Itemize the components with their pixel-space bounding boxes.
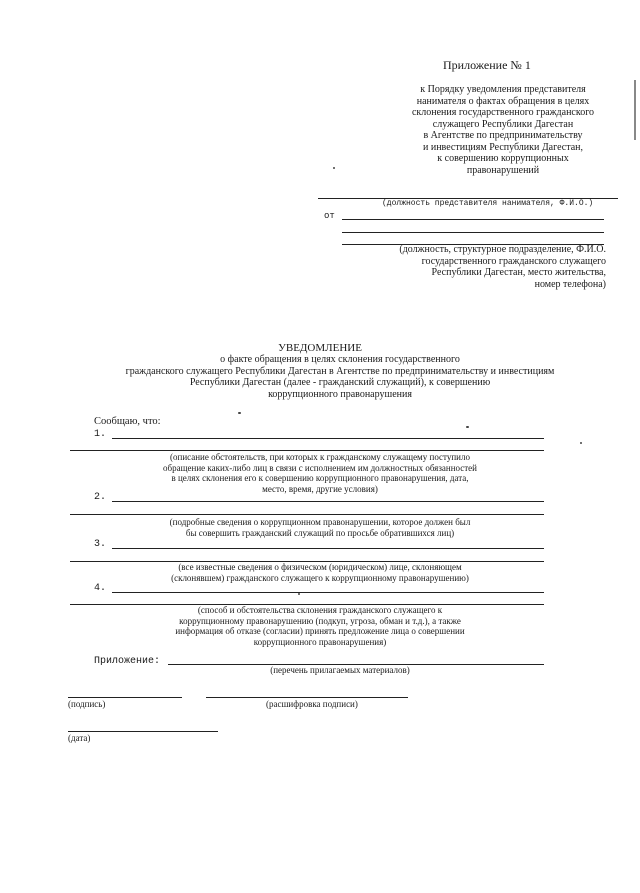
item-3-line-a[interactable]: [112, 548, 544, 549]
from-label: от: [324, 211, 335, 221]
subtitle-line: Республики Дагестан (далее - гражданский служащий), к совершению: [189, 377, 491, 388]
reference-line: склонения государственного гражданского: [411, 107, 595, 118]
decoding-line[interactable]: [206, 697, 408, 698]
sender-caption-line: Республики Дагестан, место жительства,: [431, 267, 606, 278]
caption-line: информация об отказе (согласии) принять предложение лица о совершении: [175, 626, 465, 636]
subtitle-line: о факте обращения в целях склонения государственного: [220, 354, 460, 365]
item-2-line-a[interactable]: [112, 501, 544, 502]
item-number: 1.: [94, 429, 107, 440]
decoding-caption: (расшифровка подписи): [266, 699, 358, 709]
caption-line: место, время, другие условия): [262, 483, 378, 494]
attachment-caption: (перечень прилагаемых материалов): [270, 665, 410, 675]
caption-line: (склонявшем) гражданского служащего к коррупционному правонарушению): [171, 572, 469, 583]
item-1-caption: [150, 452, 490, 494]
caption-line: обращение каких-либо лиц в связи с исполнением им должностных обязанностей: [163, 462, 477, 473]
caption-line: (описание обстоятельств, при которых к гражданскому служащему поступило: [170, 452, 470, 462]
appendix-title: Приложение № 1: [443, 58, 531, 72]
reference-line: правонарушений: [466, 164, 540, 176]
attachment-label: Приложение:: [94, 656, 161, 667]
item-3-caption: [150, 562, 490, 583]
signature-line[interactable]: [68, 697, 182, 698]
reference-line: и инвестициям Республики Дагестан,: [423, 141, 583, 153]
sender-caption-line: государственного гражданского служащего: [421, 255, 606, 267]
scan-edge: [634, 80, 636, 140]
notice-heading: УВЕДОМЛЕНИЕ: [278, 342, 362, 354]
sender-caption-line: номер телефона): [534, 278, 606, 290]
intro-text: Сообщаю, что:: [94, 416, 161, 427]
date-caption: (дата): [68, 733, 91, 743]
reference-line: служащего Республики Дагестан: [432, 118, 574, 130]
sender-line-1[interactable]: [342, 219, 604, 220]
scan-speck: [466, 426, 469, 428]
sender-caption: [350, 244, 606, 290]
subtitle-line: коррупционного правонарушения: [268, 388, 412, 400]
date-line[interactable]: [68, 731, 218, 732]
caption-line: коррупционного правонарушения): [253, 636, 387, 647]
scan-speck: [238, 412, 241, 414]
signature-caption: (подпись): [68, 699, 106, 709]
caption-line: (подробные сведения о коррупционном правонарушении, которое должен был: [169, 517, 471, 527]
sender-line-2[interactable]: [342, 232, 604, 233]
item-1-line-a[interactable]: [112, 438, 544, 439]
caption-line: (способ и обстоятельства склонения гражданского служащего к: [197, 605, 443, 615]
item-4-caption: [150, 605, 490, 647]
reference-line: нанимателя о фактах обращения в целях: [416, 95, 590, 107]
item-1-line-b[interactable]: [70, 450, 544, 451]
notice-subtitle: [0, 354, 640, 400]
subtitle-line: гражданского служащего Республики Дагестан в Агентстве по предпринимательству и инвестициям: [125, 365, 555, 377]
item-2-line-b[interactable]: [70, 514, 544, 515]
sender-caption-line: (должность, структурное подразделение, Ф.И.О.: [399, 244, 606, 255]
item-2-caption: [150, 517, 490, 538]
scan-speck: [333, 167, 335, 169]
item-number: 3.: [94, 539, 107, 550]
item-number: 4.: [94, 583, 107, 594]
caption-line: бы совершить гражданский служащий по просьбе обратившихся лиц): [185, 527, 455, 538]
reference-line: к совершению коррупционных: [437, 153, 569, 164]
employer-caption: (должность представителя нанимателя, Ф.И.О.): [382, 199, 594, 208]
caption-line: коррупционному правонарушению (подкуп, угроза, обман и т.д.), а также: [179, 615, 461, 626]
scan-speck: [298, 593, 300, 595]
caption-line: (все известные сведения о физическом (юридическом) лице, склоняющем: [178, 562, 462, 572]
reference-line: в Агентстве по предпринимательству: [423, 130, 583, 141]
reference-line: к Порядку уведомления представителя: [420, 84, 586, 95]
caption-line: в целях склонения его к совершению коррупционного правонарушения, дата,: [171, 473, 469, 483]
item-number: 2.: [94, 492, 107, 503]
appendix-reference: [378, 84, 628, 176]
item-4-line-a[interactable]: [112, 592, 544, 593]
scan-speck: [580, 442, 582, 444]
